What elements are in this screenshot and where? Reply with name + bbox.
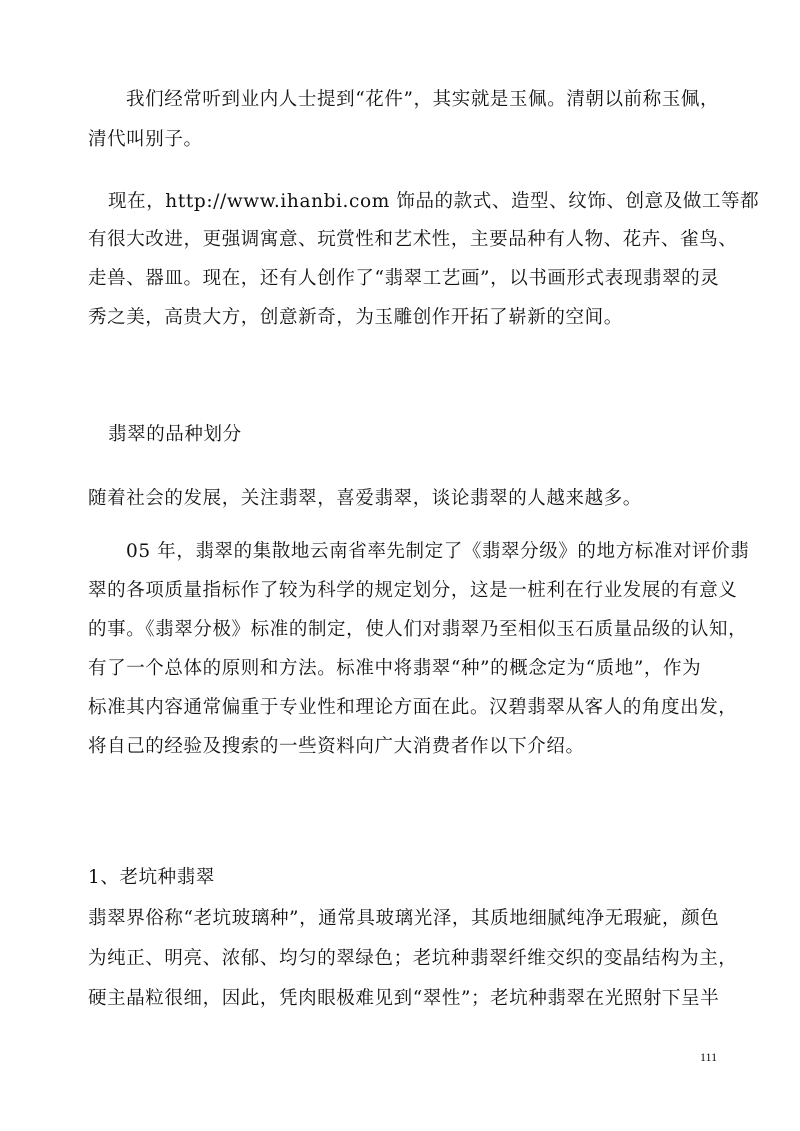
paragraph-5-line-2: 为纯正、明亮、浓郁、均匀的翠绿色；老坑种翡翠纤维交织的变晶结构为主， <box>88 948 738 969</box>
paragraph-4-line-3: 的事。《翡翠分极》标准的制定，使人们对翡翠乃至相似玉石质量品级的认知， <box>88 619 748 640</box>
paragraph-2-line-2: 有很大改进，更强调寓意、玩赏性和艺术性，主要品种有人物、花卉、雀鸟、 <box>88 229 738 250</box>
paragraph-2-line-1: 现在，http://www.ihanbi.com 饰品的款式、造型、纹饰、创意及做工等都 <box>108 191 760 212</box>
paragraph-4-line-6: 将自己的经验及搜索的一些资料向广大消费者作以下介绍。 <box>88 736 585 757</box>
paragraph-2-line-4: 秀之美，高贵大方，创意新奇，为玉雕创作开拓了崭新的空间。 <box>88 307 623 328</box>
paragraph-4-line-4: 有了一个总体的原则和方法。标准中将翡翠“种”的概念定为“质地”，作为 <box>88 658 702 679</box>
paragraph-3-line-1: 随着社会的发展，关注翡翠，喜爱翡翠，谈论翡翠的人越来越多。 <box>88 488 642 509</box>
paragraph-5-line-1: 翡翠界俗称“老坑玻璃种”，通常具玻璃光泽，其质地细腻纯净无瑕疵，颜色 <box>88 908 720 929</box>
paragraph-4-line-1: 05 年，翡翠的集散地云南省率先制定了《翡翠分级》的地方标准对评价翡 <box>126 541 750 562</box>
subheading-lao-keng: 1、老坑种翡翠 <box>88 867 215 888</box>
paragraph-2-line-3: 走兽、器皿。现在，还有人创作了“翡翠工艺画”，以书画形式表现翡翠的灵 <box>88 268 720 289</box>
paragraph-5-line-3: 硬主晶粒很细，因此，凭肉眼极难见到“翠性”；老坑种翡翠在光照射下呈半 <box>88 988 720 1009</box>
section-heading: 翡翠的品种划分 <box>108 424 242 445</box>
paragraph-1-line-2: 清代叫别子。 <box>88 129 203 150</box>
paragraph-4-line-5: 标准其内容通常偏重于专业性和理论方面在此。汉碧翡翠从客人的角度出发， <box>88 697 738 718</box>
paragraph-4-line-2: 翠的各项质量指标作了较为科学的规定划分，这是一桩利在行业发展的有意义 <box>88 580 738 601</box>
page-number: 111 <box>700 1050 718 1064</box>
paragraph-1-line-1: 我们经常听到业内人士提到“花件”，其实就是玉佩。清朝以前称玉佩， <box>126 89 720 110</box>
